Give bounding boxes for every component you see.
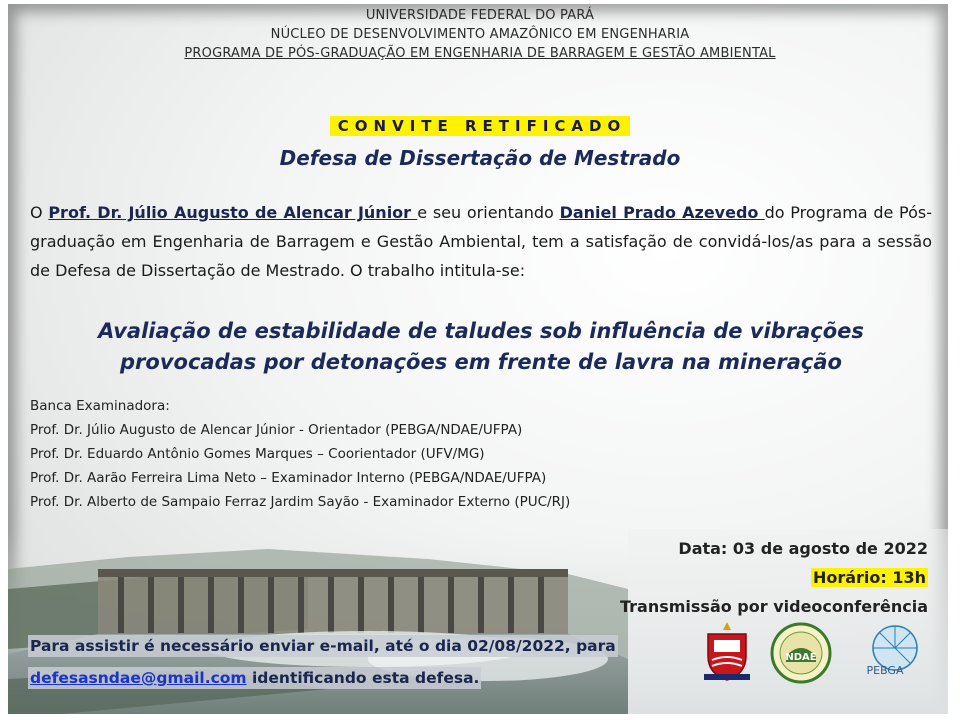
examining-board — [30, 394, 570, 514]
intro-text-1: O — [30, 203, 49, 222]
institution-header — [0, 6, 960, 63]
pebga-logo-text: PEBGA — [866, 664, 904, 677]
attendance-instructions — [28, 630, 658, 694]
thesis-title: Avaliação de estabilidade de taludes sob influência de vibrações provocadas por detonações em frente de lavra na mineração — [98, 319, 864, 374]
ndae-logo — [770, 622, 832, 684]
intro-text-3: do Programa de Pós-graduação em Engenharia de Barragem e Gestão Ambiental, tem a satisfação de convidá-los/as para a sessão de Defesa de Dissertação de Mestrado. O trabalho intitula-se: — [30, 203, 933, 280]
university-name: UNIVERSIDADE FEDERAL DO PARÁ — [365, 8, 595, 23]
convite-label: CONVITE RETIFICADO — [330, 116, 630, 136]
event-subtitle: Defesa de Dissertação de Mestrado — [279, 146, 681, 170]
event-time: Horário: 13h — [812, 568, 926, 587]
intro-paragraph — [30, 198, 932, 285]
attend-text-1: Para assistir é necessário enviar e-mail, até o dia 02/08/2022, para — [30, 637, 616, 655]
nucleus-name: NÚCLEO DE DESENVOLVIMENTO AMAZÔNICO EM ENGENHARIA — [270, 27, 690, 42]
board-heading: Banca Examinadora: — [30, 398, 170, 414]
event-transmission: Transmissão por videoconferência — [619, 597, 928, 616]
board-member: Prof. Dr. Aarão Ferreira Lima Neto – Examinador Interno (PEBGA/NDAE/UFPA) — [30, 470, 547, 486]
advisor-name: Prof. Dr. Júlio Augusto de Alencar Júnior — [48, 203, 418, 222]
board-member: Prof. Dr. Eduardo Antônio Gomes Marques – Coorientador (UFV/MG) — [30, 446, 485, 462]
convite-banner — [0, 116, 960, 136]
pebga-logo — [855, 624, 927, 680]
event-date: Data: 03 de agosto de 2022 — [678, 539, 928, 558]
board-member: Prof. Dr. Júlio Augusto de Alencar Júnior - Orientador (PEBGA/NDAE/UFPA) — [30, 422, 523, 438]
ndae-logo-text: NDAE — [785, 652, 817, 663]
student-name: Daniel Prado Azevedo — [559, 203, 765, 222]
event-info — [620, 534, 928, 621]
attend-text-2: identificando esta defesa. — [246, 669, 480, 687]
program-name: PROGRAMA DE PÓS-GRADUAÇÃO EM ENGENHARIA DE BARRAGEM E GESTÃO AMBIENTAL — [184, 46, 776, 61]
ufpa-crest-logo — [700, 620, 754, 682]
intro-text-2: e seu orientando — [417, 203, 560, 222]
board-member: Prof. Dr. Alberto de Sampaio Ferraz Jardim Sayão - Examinador Externo (PUC/RJ) — [30, 494, 571, 510]
email-link[interactable]: defesasndae@gmail.com — [30, 669, 247, 687]
